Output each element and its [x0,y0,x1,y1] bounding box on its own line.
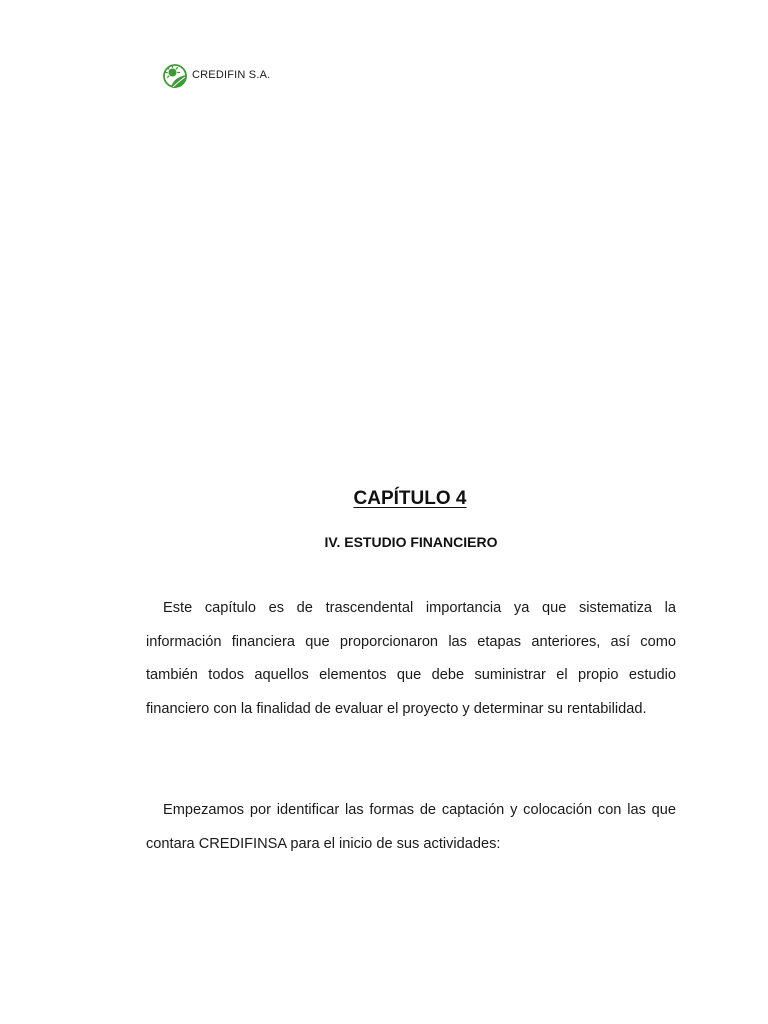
body-paragraph: Empezamos por identificar las formas de captación y colocación con las que contara CREDIFINSA para el inicio de sus actividades: [146,802,676,852]
chapter-title: CAPÍTULO 4 [353,488,467,509]
company-logo [162,63,270,93]
company-name: CREDIFIN S.A. [192,68,271,81]
green-leaf-sun-icon [162,63,190,93]
body-paragraph: Este capítulo es de trascendental importancia ya que sistematiza la información financiera que proporcionaron las etapas anteriores, así como también todos aquellos elementos que debe suministrar el propio estudio financiero con la finalidad de evaluar el proyecto y determinar su rentabilidad. [146,600,676,717]
section-title: IV. ESTUDIO FINANCIERO [324,534,498,550]
